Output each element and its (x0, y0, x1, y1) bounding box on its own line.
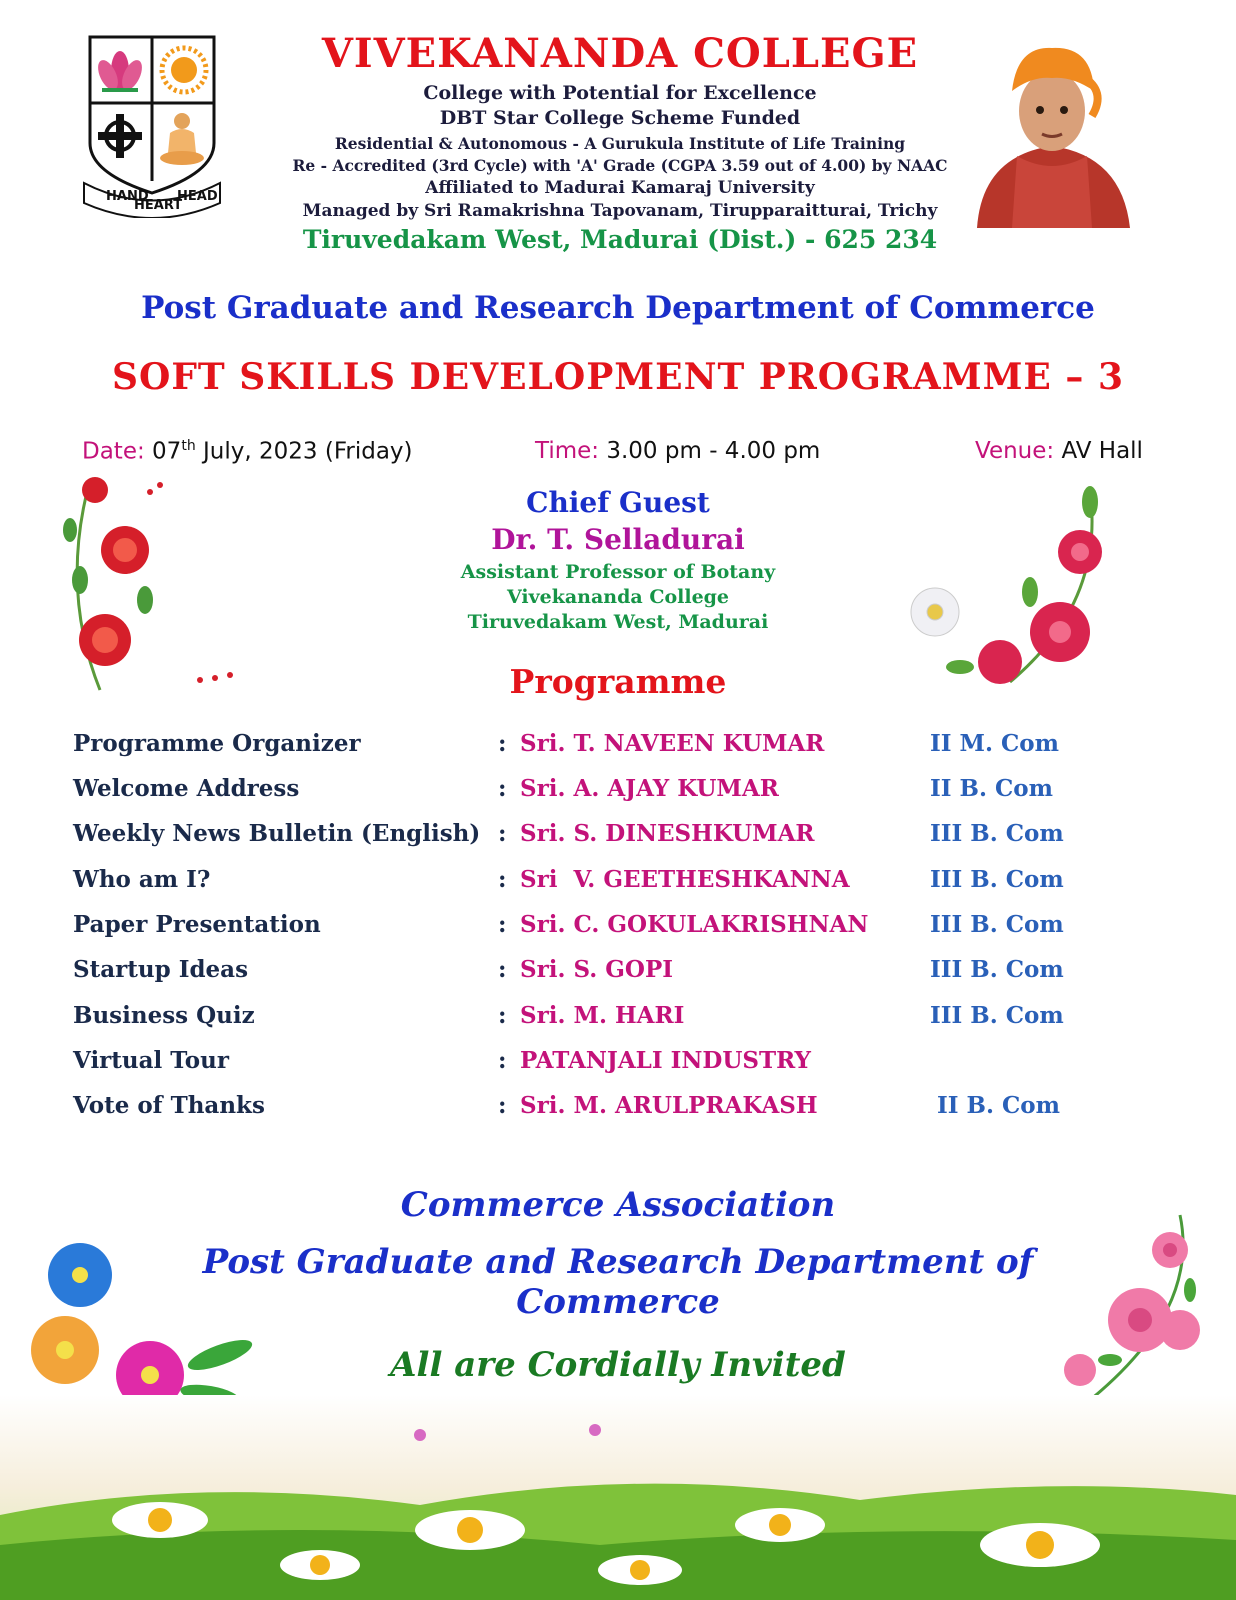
venue-value: AV Hall (1061, 438, 1143, 464)
date-day: 07 (152, 438, 182, 465)
meadow-background-image (0, 1395, 1236, 1600)
header-line-3: Residential & Autonomous - A Gurukula Institute of Life Training (334, 134, 906, 153)
schedule-row (0, 1092, 1236, 1132)
chief-guest-name: Dr. T. Selladurai (491, 523, 745, 556)
floral-decoration-right (890, 482, 1120, 692)
logo-word-heart: HEART (134, 198, 183, 213)
venue-label: Venue: (975, 438, 1055, 464)
schedule-colon: : (498, 956, 507, 983)
schedule-person: Sri. M. ARULPRAKASH (520, 1092, 818, 1119)
schedule-role: Programme Organizer (73, 730, 361, 757)
schedule-person: Sri. A. AJAY KUMAR (520, 775, 779, 802)
schedule-class: III B. Com (930, 866, 1064, 893)
time-value: 3.00 pm - 4.00 pm (606, 438, 821, 464)
logo-word-head: HEAD (177, 189, 218, 204)
invitation-text: All are Cordially Invited (390, 1345, 846, 1385)
time-label: Time: (535, 438, 600, 464)
schedule-class: III B. Com (930, 956, 1064, 983)
schedule-role: Welcome Address (73, 775, 300, 802)
college-address: Tiruvedakam West, Madurai (Dist.) - 625 234 (302, 225, 938, 254)
programme-heading: Programme (509, 662, 727, 701)
logo-word-hand: HAND (106, 189, 149, 204)
department-title: Post Graduate and Research Department of Commerce (141, 290, 1095, 326)
schedule-class: III B. Com (930, 911, 1064, 938)
schedule-role: Who am I? (73, 866, 211, 893)
chief-guest-label: Chief Guest (526, 486, 710, 519)
schedule-class: II B. Com (937, 1092, 1060, 1119)
schedule-class: II M. Com (930, 730, 1059, 757)
chief-guest-designation: Assistant Professor of Botany (460, 561, 776, 583)
schedule-colon: : (498, 820, 507, 847)
schedule-person: Sri V. GEETHESHKANNA (520, 866, 850, 893)
schedule-row (0, 911, 1236, 951)
schedule-person: Sri. T. NAVEEN KUMAR (520, 730, 825, 757)
programme-title: SOFT SKILLS DEVELOPMENT PROGRAMME – 3 (111, 356, 1124, 398)
schedule-class: II B. Com (930, 775, 1053, 802)
event-venue (975, 438, 1143, 464)
schedule-role: Weekly News Bulletin (English) (73, 820, 481, 847)
schedule-role: Startup Ideas (73, 956, 249, 983)
college-name: VIVEKANANDA COLLEGE (321, 30, 919, 77)
schedule-role: Paper Presentation (73, 911, 321, 938)
date-suffix: th (181, 438, 196, 454)
header-line-2: DBT Star College Scheme Funded (439, 107, 801, 129)
schedule-colon: : (498, 1092, 507, 1119)
schedule-row (0, 730, 1236, 770)
swami-portrait-image (972, 36, 1132, 228)
header-line-1: College with Potential for Excellence (423, 82, 817, 104)
schedule-row (0, 775, 1236, 815)
schedule-person: Sri. C. GOKULAKRISHNAN (520, 911, 869, 938)
schedule-class: III B. Com (930, 1002, 1064, 1029)
schedule-row (0, 1002, 1236, 1042)
schedule-row (0, 956, 1236, 996)
event-time (535, 438, 820, 464)
date-label: Date: (82, 438, 145, 465)
schedule-person: Sri. M. HARI (520, 1002, 685, 1029)
schedule-colon: : (498, 1002, 507, 1029)
schedule-role: Business Quiz (73, 1002, 255, 1029)
schedule-person: Sri. S. DINESHKUMAR (520, 820, 815, 847)
schedule-class: III B. Com (930, 820, 1064, 847)
event-date (82, 438, 413, 465)
chief-guest-location: Tiruvedakam West, Madurai (467, 611, 769, 633)
schedule-role: Virtual Tour (73, 1047, 229, 1074)
schedule-colon: : (498, 911, 507, 938)
schedule-colon: : (498, 1047, 507, 1074)
schedule-colon: : (498, 775, 507, 802)
date-rest: July, 2023 (Friday) (203, 438, 413, 465)
college-logo (82, 33, 222, 218)
footer-department: Post Graduate and Research Department of Commerce (202, 1242, 1034, 1322)
schedule-person: PATANJALI INDUSTRY (520, 1047, 811, 1074)
schedule-person: Sri. S. GOPI (520, 956, 674, 983)
header-line-4: Re - Accredited (3rd Cycle) with 'A' Grade (CGPA 3.59 out of 4.00) by NAAC (292, 156, 948, 175)
schedule-colon: : (498, 866, 507, 893)
schedule-row (0, 820, 1236, 860)
schedule-colon: : (498, 730, 507, 757)
header-line-5: Affiliated to Madurai Kamaraj University (425, 178, 815, 198)
commerce-association: Commerce Association (400, 1185, 836, 1225)
schedule-row (0, 866, 1236, 906)
chief-guest-college: Vivekananda College (506, 586, 730, 608)
schedule-row (0, 1047, 1236, 1087)
header-line-6: Managed by Sri Ramakrishna Tapovanam, Tirupparaitturai, Trichy (302, 201, 938, 221)
floral-decoration-left (50, 470, 250, 700)
schedule-role: Vote of Thanks (73, 1092, 265, 1119)
